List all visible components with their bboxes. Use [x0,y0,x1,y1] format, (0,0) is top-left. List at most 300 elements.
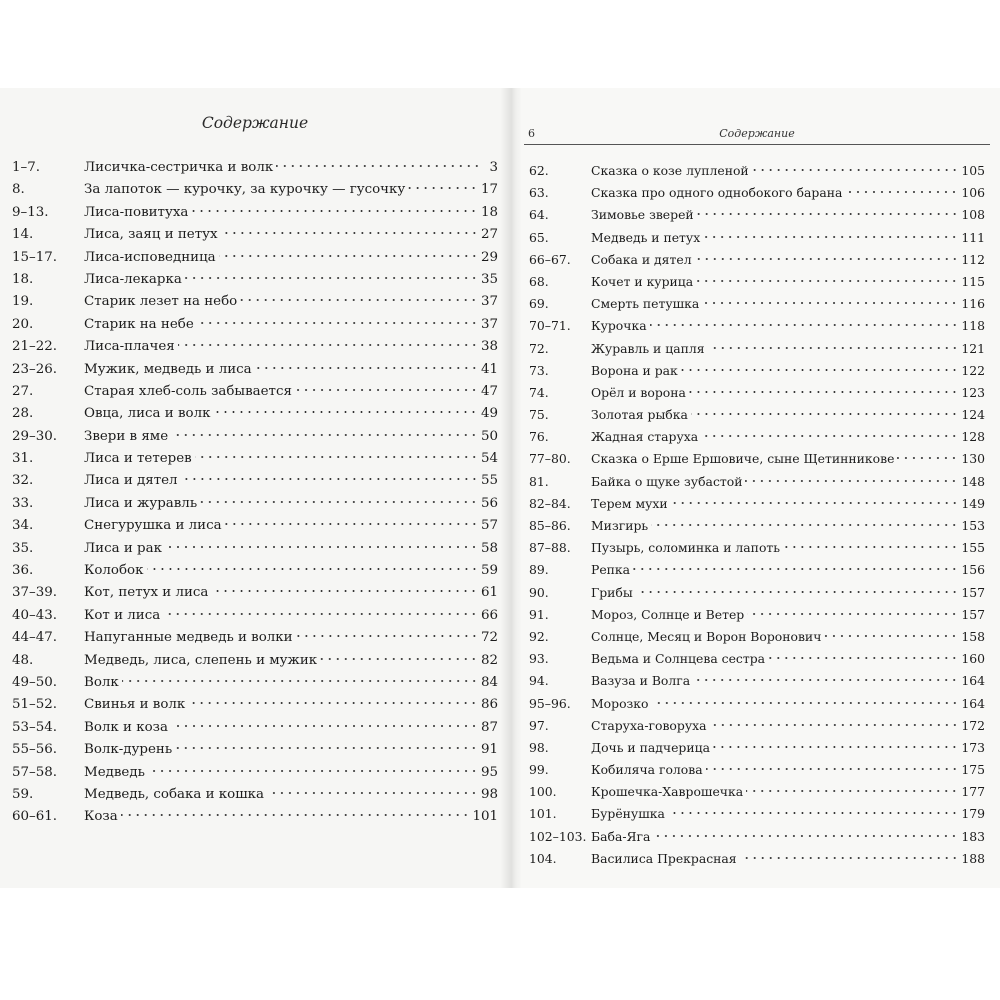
toc-entry [529,540,985,562]
toc-entry-title: Собака и дятел [591,251,692,267]
toc-entry-title: Баба-Яга [591,828,651,844]
toc-entry-page: 66 [480,607,498,623]
toc-entry-number: 31. [12,451,34,467]
toc-entry [12,541,498,563]
toc-entry-page: 18 [480,204,498,220]
toc-entry-number: 101. [529,806,557,822]
toc-entry-page: 55 [480,473,498,489]
toc-entry-number: 74. [529,384,549,400]
toc-entry [529,740,985,762]
dot-leader [148,769,478,773]
toc-entry-page: 175 [961,762,985,778]
dot-leader [188,701,478,705]
toc-entry-number: 75. [529,407,549,423]
toc-entry [529,629,985,651]
toc-entry-title: За лапоток — курочку, за курочку — гусочку [84,182,406,198]
toc-entry [529,207,985,229]
toc-entry-title: Сказка о Ерше Ершовиче, сыне Щетинникове [591,451,895,467]
book-gutter [500,88,522,888]
toc-entry-page: 47 [480,383,498,399]
dot-leader [897,456,958,460]
toc-entry-title: Лиса и дятел [84,473,178,489]
toc-entry-page: 38 [480,339,498,355]
toc-entry-page: 149 [961,495,985,511]
dot-leader [163,612,478,616]
toc-entry-page: 59 [480,563,498,579]
toc-entry [12,406,498,428]
toc-entry-title: Старуха-говоруха [591,717,707,733]
toc-entry-title: Золотая рыбка [591,407,688,423]
toc-entry-page: 95 [480,764,498,780]
toc-list-right [529,163,985,873]
toc-entry-number: 57–58. [12,764,58,780]
dot-leader [746,789,958,793]
dot-leader [768,656,958,660]
toc-entry-number: 21–22. [12,339,58,355]
dot-leader [225,522,478,526]
toc-entry-number: 15–17. [12,249,58,265]
toc-entry-title: Коза [84,809,118,825]
toc-entry [12,742,498,764]
dot-leader [702,301,958,305]
toc-entry-number: 97. [529,717,549,733]
toc-entry [12,608,498,630]
dot-leader [213,410,478,414]
toc-entry-page: 160 [961,651,985,667]
dot-leader [276,164,481,168]
toc-entry-title: Пузырь, соломинка и лапоть [591,540,780,556]
toc-entry [529,185,985,207]
toc-entry-number: 65. [529,229,549,245]
toc-entry [529,718,985,740]
toc-entry-number: 8. [12,182,25,198]
toc-entry-number: 34. [12,518,34,534]
dot-leader [703,235,958,239]
toc-entry [529,562,985,584]
toc-entry-number: 89. [529,562,549,578]
dot-leader [633,567,958,571]
dot-leader [695,257,959,261]
toc-entry [529,252,985,274]
toc-entry-title: Кот и лиса [84,607,161,623]
toc-entry-page: 105 [961,163,985,178]
toc-entry-number: 36. [12,563,34,579]
toc-entry-page: 128 [961,429,985,445]
toc-entry-title: Медведь и петух [591,229,701,245]
toc-entry-page: 183 [961,828,985,844]
dot-leader [696,279,958,283]
toc-entry-number: 64. [529,207,549,223]
toc-entry [529,696,985,718]
toc-entry-number: 37–39. [12,585,58,601]
toc-entry-title: Лиса-исповедница [84,249,216,265]
toc-entry-title: Дочь и падчерица [591,739,710,755]
toc-entry-title: Мороз, Солнце и Ветер [591,606,745,622]
toc-entry-title: Свинья и волк [84,697,186,713]
toc-entry-title: Лиса-лекарка [84,271,182,287]
dot-leader [219,254,478,258]
toc-entry-number: 77–80. [529,451,571,467]
toc-entry-page: 27 [480,227,498,243]
toc-entry-title: Крошечка-Хаврошечка [591,784,744,800]
dot-leader [708,346,959,350]
toc-entry-page: 106 [961,185,985,201]
toc-entry-title: Лиса и тетерев [84,451,192,467]
toc-entry-title: Мужик, медведь и лиса [84,361,252,377]
dot-leader [121,813,470,817]
toc-entry-page: 123 [961,384,985,400]
toc-entry-number: 23–26. [12,361,58,377]
toc-entry-page: 17 [480,182,498,198]
toc-entry-number: 28. [12,406,34,422]
toc-entry-number: 82–84. [529,495,571,511]
toc-entry-number: 92. [529,628,549,644]
toc-entry-title: Ведьма и Солнцева сестра [591,651,766,667]
page-title: Содержание [201,114,309,132]
toc-entry [12,250,498,272]
toc-entry-number: 29–30. [12,428,58,444]
toc-entry-title: Кобиляча голова [591,762,703,778]
toc-entry-number: 94. [529,673,549,689]
toc-entry [12,787,498,809]
toc-entry [529,673,985,695]
toc-entry-title: Смерть петушка [591,296,700,312]
toc-entry-number: 14. [12,227,34,243]
dot-leader [706,767,959,771]
toc-entry-number: 69. [529,296,549,312]
toc-entry [529,806,985,828]
toc-entry-number: 91. [529,606,549,622]
toc-entry-title: Сказка о козе лупленой [591,163,749,178]
toc-entry [12,630,498,652]
toc-entry-number: 62. [529,163,549,178]
toc-entry-page: 121 [961,340,985,356]
dot-leader [671,501,959,505]
toc-entry-title: Курочка [591,318,647,334]
toc-entry-page: 37 [480,294,498,310]
toc-entry-number: 87–88. [529,540,571,556]
toc-entry-page: 86 [480,697,498,713]
toc-entry [12,362,498,384]
toc-entry-number: 100. [529,784,557,800]
toc-entry-page: 112 [961,251,985,267]
toc-entry [529,341,985,363]
toc-entry-title: Кочет и курица [591,273,694,289]
toc-entry-number: 90. [529,584,549,600]
dot-leader [255,366,478,370]
toc-entry-page: 50 [480,428,498,444]
toc-entry-title: Снегурушка и лиса [84,518,222,534]
toc-entry-number: 9–13. [12,204,49,220]
dot-leader [181,477,478,481]
toc-entry [12,182,498,204]
toc-entry-number: 72. [529,340,549,356]
toc-entry-page: 115 [961,273,985,289]
toc-entry [529,363,985,385]
toc-entry [529,829,985,851]
toc-entry [12,429,498,451]
toc-entry-number: 85–86. [529,518,571,533]
toc-entry [12,227,498,249]
toc-entry [12,518,498,540]
toc-entry [12,205,498,227]
dot-leader [267,791,478,795]
toc-entry-page: 98 [480,786,498,802]
toc-entry-title: Журавль и цапля [591,340,705,356]
header-rule [524,144,990,145]
toc-entry-title: Звери в яме [84,428,169,444]
toc-entry-title: Зимовье зверей [591,207,694,223]
toc-entry [529,451,985,473]
dot-leader [701,434,958,438]
toc-entry-number: 32. [12,473,34,489]
toc-entry-number: 1–7. [12,160,40,175]
toc-entry-page: 91 [480,742,498,758]
toc-entry [12,563,498,585]
toc-entry-page: 101 [472,809,498,825]
toc-entry-page: 158 [961,628,985,644]
toc-entry-number: 70–71. [529,318,571,334]
toc-entry-title: Медведь, лиса, слепень и мужик [84,652,318,668]
toc-entry-number: 44–47. [12,630,58,646]
dot-leader [650,323,959,327]
toc-entry-title: Ворона и рак [591,362,678,378]
toc-entry-page: 54 [480,451,498,467]
toc-entry-page: 124 [961,407,985,423]
toc-entry-number: 95–96. [529,695,571,711]
toc-entry-title: Старая хлеб-соль забывается [84,383,292,399]
toc-entry-title: Колобок [84,563,144,579]
dot-leader [240,298,478,302]
toc-entry [529,385,985,407]
toc-entry-title: Напуганные медведь и волки [84,630,293,646]
toc-entry-page: 164 [961,673,985,689]
toc-entry-title: Бурёнушка [591,806,665,822]
toc-entry-title: Лиса, заяц и петух [84,227,218,243]
toc-entry-page: 130 [961,451,985,467]
toc-entry-page: 179 [961,806,985,822]
toc-entry-page: 122 [961,362,985,378]
dot-leader [408,186,478,190]
dot-leader [745,479,958,483]
dot-leader [185,276,478,280]
dot-leader [783,545,958,549]
toc-entry-page: 3 [489,160,498,175]
toc-entry-title: Волк и коза [84,719,168,735]
toc-entry-number: 102–103. [529,828,587,844]
toc-entry-page: 37 [480,316,498,332]
toc-entry-title: Медведь, собака и кошка [84,786,265,802]
toc-entry-page: 87 [480,719,498,735]
toc-entry-number: 51–52. [12,697,58,713]
toc-entry-page: 35 [480,271,498,287]
toc-entry-title: Волк [84,674,119,690]
toc-entry-number: 49–50. [12,674,58,690]
toc-entry [529,429,985,451]
running-title: Содержание [719,127,795,140]
toc-entry-number: 93. [529,651,549,667]
toc-entry-number: 48. [12,652,34,668]
toc-entry [12,653,498,675]
toc-entry-number: 40–43. [12,607,58,623]
toc-entry-title: Лиса-плачея [84,339,175,355]
toc-entry-title: Жадная старуха [591,429,699,445]
toc-entry-title: Репка [591,562,631,578]
dot-leader [191,209,478,213]
toc-entry-title: Терем мухи [591,495,668,511]
dot-leader [211,589,478,593]
toc-entry-title: Старик на небе [84,316,194,332]
dot-leader [221,231,478,235]
toc-entry-number: 59. [12,786,34,802]
toc-entry-page: 29 [480,249,498,265]
toc-entry-page: 84 [480,674,498,690]
toc-entry [12,339,498,361]
toc-entry-page: 172 [961,717,985,733]
toc-entry-number: 99. [529,762,549,778]
toc-entry-page: 164 [961,695,985,711]
dot-leader [668,811,958,815]
toc-entry-title: Медведь [84,764,145,780]
dot-leader [178,343,478,347]
toc-list-left [12,160,498,832]
toc-entry [12,451,498,473]
dot-leader [636,590,959,594]
toc-entry-title: Лиса и рак [84,540,162,556]
toc-entry-page: 49 [480,406,498,422]
dot-leader [122,679,478,683]
toc-entry [529,163,985,185]
dot-leader [195,455,478,459]
toc-entry-page: 153 [961,518,985,533]
toc-entry [12,294,498,316]
toc-entry-title: Орёл и ворона [591,384,686,400]
toc-entry-page: 56 [480,495,498,511]
toc-entry [12,697,498,719]
dot-leader [845,190,958,194]
toc-entry-title: Василиса Прекрасная [591,850,737,866]
toc-entry-title: Грибы [591,584,633,600]
dot-leader [147,567,478,571]
toc-entry-title: Байка о щуке зубастой [591,473,743,489]
dot-leader [175,746,478,750]
toc-entry-number: 19. [12,294,34,310]
toc-entry-page: 148 [961,473,985,489]
toc-entry [529,762,985,784]
dot-leader [691,412,958,416]
toc-entry-title: Лисичка-сестричка и волк [84,160,274,175]
toc-entry [529,407,985,429]
toc-entry-page: 57 [480,518,498,534]
dot-leader [740,856,959,860]
toc-entry [12,765,498,787]
dot-leader [171,433,478,437]
toc-entry-page: 61 [480,585,498,601]
dot-leader [165,545,478,549]
toc-entry [529,496,985,518]
toc-entry-title: Кот, петух и лиса [84,585,209,601]
toc-entry [12,317,498,339]
toc-entry [12,384,498,406]
dot-leader [200,500,478,504]
toc-entry [12,160,498,182]
toc-entry-page: 116 [961,296,985,312]
toc-entry-title: Лиса и журавль [84,495,198,511]
toc-entry-page: 108 [961,207,985,223]
toc-entry [529,318,985,340]
dot-leader [296,634,478,638]
toc-entry-page: 41 [480,361,498,377]
toc-entry-page: 156 [961,562,985,578]
running-header [522,127,992,141]
dot-leader [689,390,958,394]
toc-entry-title: Мизгирь [591,518,649,533]
toc-entry-number: 98. [529,739,549,755]
dot-leader [747,612,958,616]
toc-entry [529,518,985,540]
dot-leader [824,634,958,638]
toc-entry [12,272,498,294]
dot-leader [710,723,959,727]
toc-entry-number: 18. [12,271,34,287]
toc-entry-title: Старик лезет на небо [84,294,238,310]
toc-entry-number: 55–56. [12,742,58,758]
dot-leader [197,321,478,325]
toc-entry-number: 27. [12,383,34,399]
toc-entry [529,651,985,673]
toc-entry-number: 63. [529,185,549,201]
toc-entry [529,851,985,873]
toc-entry-number: 66–67. [529,251,571,267]
toc-entry [529,296,985,318]
toc-entry [12,675,498,697]
toc-entry-page: 188 [961,850,985,866]
toc-entry-page: 118 [961,318,985,334]
toc-entry-number: 53–54. [12,719,58,735]
toc-entry-title: Морозко [591,695,649,711]
toc-entry-number: 81. [529,473,549,489]
dot-leader [652,701,959,705]
toc-entry [12,496,498,518]
dot-leader [693,678,958,682]
toc-entry-page: 111 [961,229,985,245]
toc-entry-page: 155 [961,540,985,556]
dot-leader [320,657,478,661]
toc-entry-title: Волк-дурень [84,742,173,758]
toc-entry-number: 104. [529,850,557,866]
toc-entry-page: 157 [961,606,985,622]
toc-entry [529,607,985,629]
toc-entry [529,585,985,607]
toc-entry-number: 33. [12,495,34,511]
toc-entry [12,809,498,831]
dot-leader [651,523,958,527]
toc-entry-number: 76. [529,429,549,445]
toc-entry-title: Солнце, Месяц и Ворон Воронович [591,628,822,644]
toc-entry [529,230,985,252]
toc-entry-number: 35. [12,540,34,556]
toc-entry [529,474,985,496]
toc-entry-number: 68. [529,273,549,289]
toc-entry [12,473,498,495]
toc-entry-page: 82 [480,652,498,668]
toc-entry [12,585,498,607]
toc-entry-page: 173 [961,739,985,755]
dot-leader [697,212,959,216]
toc-entry-page: 58 [480,540,498,556]
toc-entry-page: 177 [961,784,985,800]
dot-leader [713,745,958,749]
